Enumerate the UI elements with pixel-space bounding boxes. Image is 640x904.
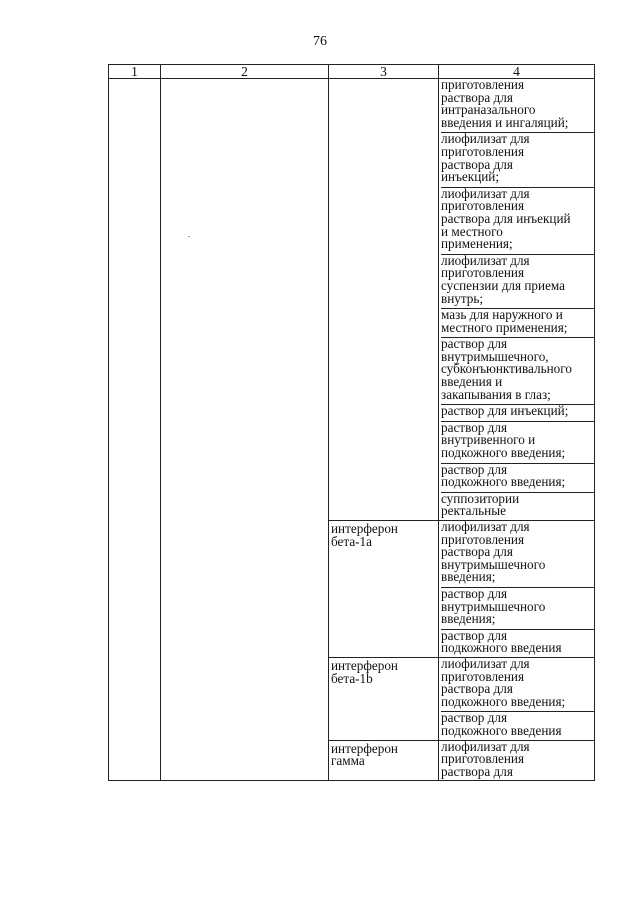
header-col-4: 4 bbox=[439, 65, 595, 79]
drug-table bbox=[108, 64, 595, 781]
forms-cell bbox=[439, 657, 595, 740]
dosage-form: раствор для подкожного введения; bbox=[441, 463, 594, 491]
dosage-form: лиофилизат для приготовления суспензии для приема внутрь; bbox=[441, 254, 594, 307]
dosage-form: мазь для наружного и местного применения; bbox=[441, 308, 594, 336]
dosage-form: лиофилизат для приготовления раствора для подкожного введения; bbox=[441, 655, 566, 709]
dosage-form: раствор для внутривенного и подкожного введения; bbox=[441, 421, 594, 462]
drug-name: интерферон бета-1a bbox=[331, 521, 398, 549]
header-col-3: 3 bbox=[329, 65, 439, 79]
forms-cell bbox=[439, 740, 595, 781]
cell-col-2 bbox=[161, 79, 329, 781]
forms-cell bbox=[439, 79, 595, 521]
dosage-form: суппозитории ректальные bbox=[441, 492, 594, 520]
dosage-form: раствор для подкожного введения bbox=[441, 629, 594, 657]
dosage-form: раствор для внутримышечного введения; bbox=[441, 587, 594, 628]
dosage-form: лиофилизат для приготовления раствора для инъекций; bbox=[441, 132, 594, 185]
drug-cell bbox=[329, 657, 439, 740]
table-row bbox=[109, 79, 595, 521]
drug-name: интерферон бета-1b bbox=[331, 657, 398, 686]
page-number: 76 bbox=[313, 34, 327, 49]
dosage-form: раствор для подкожного введения bbox=[441, 711, 594, 739]
drug-cell bbox=[329, 740, 439, 781]
dosage-form: лиофилизат для приготовления раствора для инъекций и местного применения; bbox=[441, 187, 594, 253]
header-col-1: 1 bbox=[109, 65, 161, 79]
dosage-form: раствор для инъекций; bbox=[441, 404, 594, 420]
dosage-form: раствор для внутримышечного, субконъюнктивального введения и закапывания в глаз; bbox=[441, 337, 594, 403]
dosage-form: приготовления раствора для интраназального введения и ингаляций; bbox=[441, 77, 569, 130]
cell-col-1 bbox=[109, 79, 161, 781]
dosage-form: лиофилизат для приготовления раствора для bbox=[441, 738, 530, 779]
drug-name: интерферон гамма bbox=[331, 740, 398, 769]
dosage-form: лиофилизат для приготовления раствора для внутримышечного введения; bbox=[441, 519, 546, 585]
header-col-2: 2 bbox=[161, 65, 329, 79]
forms-cell bbox=[439, 521, 595, 658]
drug-cell bbox=[329, 521, 439, 658]
drug-cell bbox=[329, 79, 439, 521]
